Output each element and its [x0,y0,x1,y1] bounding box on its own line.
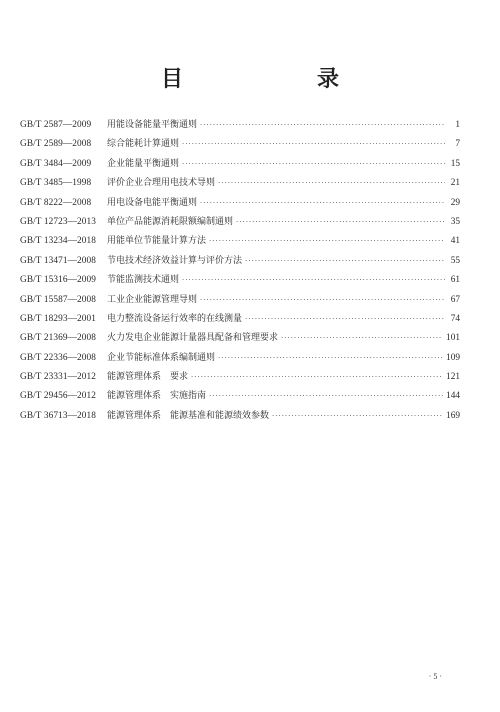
standard-title: 用能设备能量平衡通则 [107,120,198,130]
standard-code: GB/T 13234—2018 [20,236,96,247]
page-number: 144 [446,391,460,402]
standard-title: 电力整流设备运行效率的在线测量 [107,313,243,324]
standard-title: 节电技术经济效益计算与评价方法 [107,255,243,266]
dot-leader [245,310,445,329]
page-number: 61 [450,275,460,286]
footer-page-number: · 5 · [428,672,442,681]
page-number: 1 [455,120,460,130]
standard-title: 用能单位节能量计算方法 [107,236,207,247]
dot-leader [209,387,443,406]
toc-entry[interactable] [20,116,460,135]
standard-code: GB/T 3484—2009 [20,158,92,169]
toc-entry[interactable] [20,349,460,368]
toc-entry[interactable] [20,194,460,213]
standard-title: 评价企业合理用电技术导则 [107,178,216,189]
standard-title: 单位产品能源消耗限额编制通则 [107,216,234,227]
page-title: 目 录 [160,67,369,92]
page-number: 15 [450,158,460,169]
standard-title: 用电设备电能平衡通则 [107,197,198,208]
toc-entry[interactable] [20,387,460,406]
dot-leader [182,155,445,174]
page-number: 35 [450,216,460,227]
standard-code: GB/T 15316—2009 [20,275,96,286]
page-number: 121 [446,372,460,383]
standard-code: GB/T 22336—2008 [20,352,96,363]
standard-code: GB/T 23331—2012 [20,372,96,383]
standard-title: 火力发电企业能源计量器具配备和管理要求 [107,333,279,344]
standard-title: 企业节能标准体系编制通则 [107,352,216,363]
standard-code: GB/T 21369—2008 [20,333,96,344]
standard-title: 工业企业能源管理导则 [107,294,198,305]
standard-code: GB/T 13471—2008 [20,255,96,266]
standard-code: GB/T 29456—2012 [20,391,96,402]
toc-entry[interactable] [20,252,460,271]
dot-leader [272,407,443,426]
toc-entry[interactable] [20,407,460,426]
page-number: 21 [450,178,460,189]
dot-leader [182,271,445,290]
dot-leader [209,232,445,251]
standard-title: 能源管理体系 实施指南 [107,391,207,402]
standard-title: 能源管理体系 要求 [107,372,189,383]
standard-title: 综合能耗计算通则 [107,139,180,150]
page-number: 109 [446,352,460,363]
dot-leader [245,252,445,271]
standard-title: 节能监测技术通则 [107,275,180,286]
dot-leader [200,291,445,310]
standard-code: GB/T 15587—2008 [20,294,96,305]
standard-code: GB/T 12723—2013 [20,216,96,227]
toc-entry[interactable] [20,174,460,193]
standard-code: GB/T 3485—1998 [20,178,92,189]
page-number: 55 [450,255,460,266]
dot-leader [200,116,445,135]
dot-leader [218,174,445,193]
standard-code: GB/T 2587—2009 [20,120,92,130]
dot-leader [236,213,445,232]
dot-leader [191,368,443,387]
page-number: 29 [450,197,460,208]
dot-leader [281,329,443,348]
toc-entry[interactable] [20,213,460,232]
page-number: 7 [455,139,460,150]
standard-code: GB/T 36713—2018 [20,410,96,421]
toc-entry[interactable] [20,135,460,154]
standard-title: 企业能量平衡通则 [107,158,180,169]
page-number: 67 [450,294,460,305]
standard-code: GB/T 18293—2001 [20,313,96,324]
table-of-contents [20,116,460,426]
page-number: 74 [450,313,460,324]
page-number: 169 [446,410,460,421]
toc-entry[interactable] [20,368,460,387]
page-number: 101 [446,333,460,344]
toc-entry[interactable] [20,232,460,251]
dot-leader [218,349,443,368]
toc-entry[interactable] [20,271,460,290]
toc-entry[interactable] [20,291,460,310]
standard-code: GB/T 8222—2008 [20,197,92,208]
page-number: 41 [450,236,460,247]
dot-leader [200,194,445,213]
dot-leader [182,135,445,154]
standard-code: GB/T 2589—2008 [20,139,92,150]
toc-entry[interactable] [20,329,460,348]
standard-title: 能源管理体系 能源基准和能源绩效参数 [107,410,270,421]
toc-entry[interactable] [20,310,460,329]
toc-entry[interactable] [20,155,460,174]
